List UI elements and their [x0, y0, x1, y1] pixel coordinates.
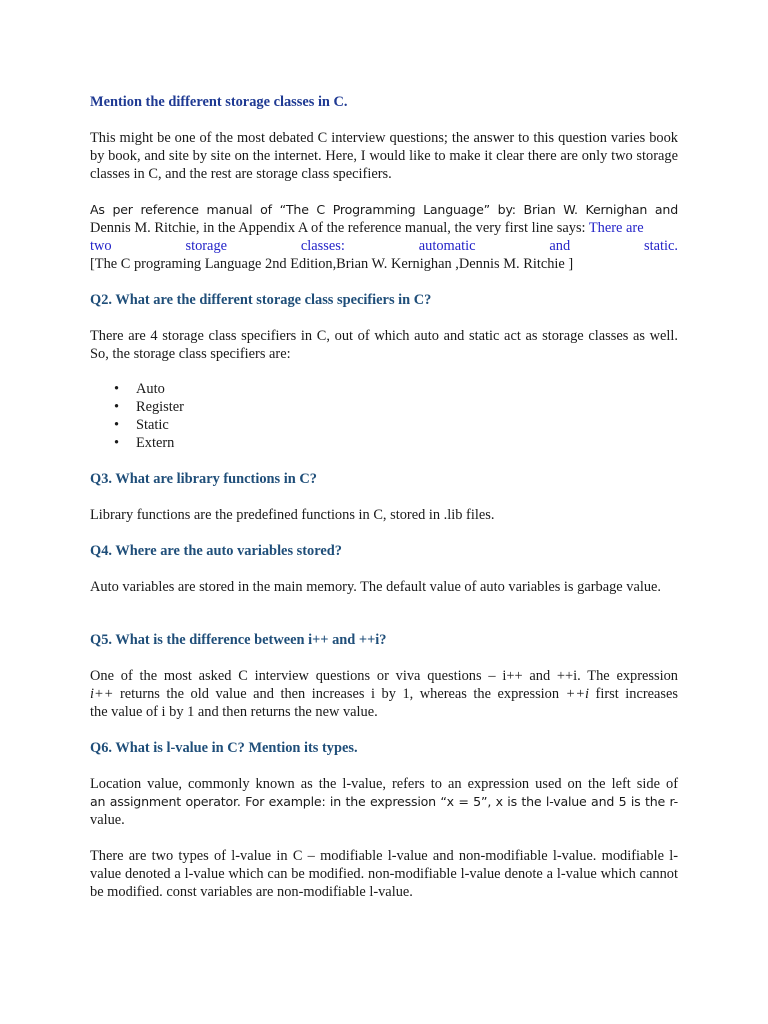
paragraph-q5	[90, 667, 678, 721]
q5-line-2-end: first increases	[589, 686, 678, 702]
q5-postfix-expr: i++	[90, 686, 114, 702]
list-item: • Register	[114, 398, 184, 416]
heading-q5: Q5. What is the difference between i++ and ++i?	[90, 632, 387, 648]
reference-quote-end: two storage classes: automatic and static.	[90, 238, 678, 254]
paragraph-q6-lvalue	[90, 775, 678, 829]
heading-q6: Q6. What is l-value in C? Mention its types.	[90, 740, 358, 756]
paragraph-storage-intro: This might be one of the most debated C interview questions; the answer to this question varies book by book, and site by site on the internet. Here, I would like to make it clear there are only two storage classes in C, and the rest are storage class specifiers.	[90, 130, 678, 182]
heading-storage-classes: Mention the different storage classes in C.	[90, 94, 348, 110]
paragraph-q4: Auto variables are stored in the main memory. The default value of auto variables is garbage value.	[90, 579, 662, 595]
paragraph-q2: There are 4 storage class specifiers in C, out of which auto and static act as storage classes as well. So, the storage class specifiers are:	[90, 328, 678, 362]
paragraph-q6-types: There are two types of l-value in C – modifiable l-value and non-modifiable l-value. modifiable l-value denoted a l-value which can be modified. non-modifiable l-value denote a l-value which cannot be modified. const variables are non-modifiable l-value.	[90, 848, 678, 900]
list-item: • Auto	[114, 380, 184, 398]
q5-line-3: the value of i by 1 and then returns the new value.	[90, 704, 378, 720]
q6-line-2: an assignment operator. For example: in the expression “x = 5”, x is the l-value and 5 is the r-	[90, 794, 678, 809]
heading-q3: Q3. What are library functions in C?	[90, 471, 317, 487]
heading-q4: Q4. Where are the auto variables stored?	[90, 543, 342, 559]
heading-q2: Q2. What are the different storage class specifiers in C?	[90, 292, 432, 308]
reference-line-1: As per reference manual of “The C Programming Language” by: Brian W. Kernighan and	[90, 202, 678, 217]
q5-prefix-expr: ++i	[565, 686, 590, 702]
q5-line-1: One of the most asked C interview questions or viva questions – i++ and ++i. The expression	[90, 668, 678, 684]
storage-specifier-list	[114, 380, 184, 452]
q6-line-1: Location value, commonly known as the l-value, refers to an expression used on the left side of	[90, 776, 678, 792]
list-item: • Extern	[114, 434, 184, 452]
q5-line-2-mid: returns the old value and then increases i by 1, whereas the expression	[113, 686, 566, 702]
reference-line-2	[90, 219, 678, 237]
q6-line-3: value.	[90, 812, 125, 828]
paragraph-q3: Library functions are the predefined functions in C, stored in .lib files.	[90, 507, 495, 523]
reference-line-2-text: Dennis M. Ritchie, in the Appendix A of the reference manual, the very first line says:	[90, 220, 589, 236]
reference-quote-start: There are	[588, 220, 644, 236]
reference-citation: [The C programing Language 2nd Edition,Brian W. Kernighan ,Dennis M. Ritchie ]	[90, 256, 574, 272]
paragraph-reference-manual	[90, 201, 678, 273]
list-item: • Static	[114, 416, 184, 434]
q5-line-2	[90, 685, 678, 703]
